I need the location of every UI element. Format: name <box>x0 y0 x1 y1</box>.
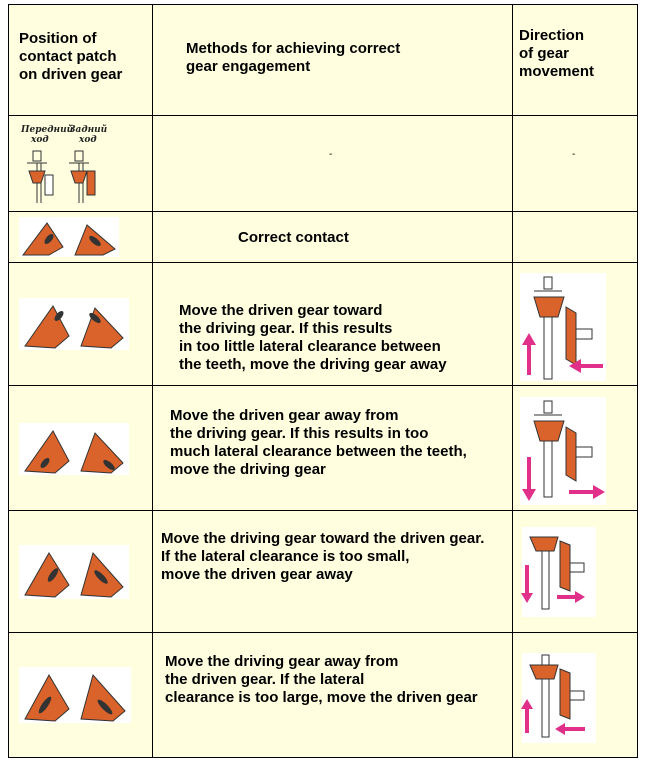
tooth-pair-icon <box>19 667 131 723</box>
gear-assembly-icon <box>522 527 596 617</box>
tooth-pair-icon <box>19 298 129 350</box>
direction-empty: - <box>572 149 576 160</box>
row-divider <box>9 632 637 633</box>
row-divider <box>9 115 637 116</box>
arrow-left-icon <box>555 723 585 735</box>
arrow-up-icon <box>522 333 536 375</box>
column-divider <box>152 5 153 757</box>
tooth-pair-icon <box>19 217 119 257</box>
method-empty: - <box>329 149 333 160</box>
header-direction: Direction of gear movement <box>519 27 595 80</box>
arrow-right-icon <box>569 485 605 499</box>
row-divider <box>9 211 637 212</box>
arrow-left-icon <box>569 359 603 373</box>
label-reverse: Задний ход <box>69 125 108 145</box>
row-divider <box>9 510 637 511</box>
header-methods: Methods for achieving correct gear engagement <box>186 40 401 75</box>
method-correct-contact: Correct contact <box>238 229 349 246</box>
method-text: Move the driven gear away from the driving gear. If this results in too much lateral clearance between the teeth, move the driving gear <box>170 407 467 478</box>
arrow-up-icon <box>521 699 533 733</box>
arrow-right-icon <box>557 591 585 603</box>
tooth-pair-icon <box>19 545 129 599</box>
arrow-down-icon <box>522 457 536 501</box>
label-forward: Передний ход <box>21 125 74 145</box>
method-text: Move the driving gear away from the driven gear. If the lateral clearance is too large, move the driven gear <box>165 653 478 706</box>
gear-adjustment-table <box>8 4 638 758</box>
gear-assembly-icon <box>19 149 109 205</box>
row-divider <box>9 385 637 386</box>
method-text: Move the driven gear toward the driving gear. If this results in too little lateral clearance between the teeth, move the driving gear away <box>179 302 447 373</box>
arrow-down-icon <box>521 565 533 603</box>
row-divider <box>9 262 637 263</box>
column-divider <box>512 5 513 757</box>
method-text: Move the driving gear toward the driven gear. If the lateral clearance is too small, move the driven gear away <box>161 530 485 583</box>
header-contact-patch: Position of contact patch on driven gear <box>19 30 123 83</box>
tooth-pair-icon <box>19 423 129 475</box>
